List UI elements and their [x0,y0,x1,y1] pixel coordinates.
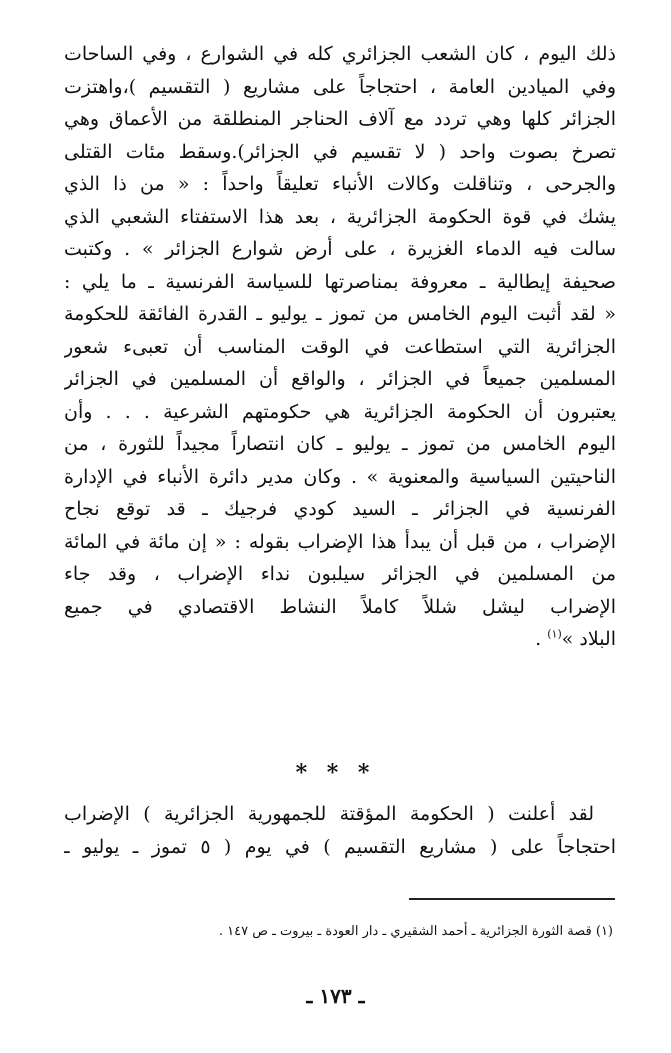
body-text [64,38,616,656]
text-line: الجزائر كلها وهي تردد مع آلاف الحناجر المنطلقة من الأعماق وهي [64,108,616,130]
text-line: الفرنسية في الجزائر ـ السيد كودي فرجيك ـ قد توقع نجاح [64,498,616,520]
text-line: لقد أعلنت ( الحكومة المؤقتة للجمهورية الجزائرية ) الإضراب [64,803,594,825]
text-line: الناحيتين السياسية والمعنوية » . وكان مدير دائرة الأنباء في الإدارة [64,465,616,488]
text-line: ذلك اليوم ، كان الشعب الجزائري كله في الشوارع ، وفي الساحات [64,43,616,65]
footnote: (١) قصة الثورة الجزائرية ـ أحمد الشقيري ـ دار العودة ـ بيروت ـ ص ١٤٧ . [218,924,613,939]
text-line: الإضراب ، من قبل أن يبدأ هذا الإضراب بقوله : « إن مائة في المائة [64,530,616,553]
text-line: يشك في قوة الحكومة الجزائرية ، بعد هذا الاستفتاء الشعبي الذي [64,205,616,228]
text-line: صحيفة إيطالية ـ معروفة بمناصرتها للسياسة الفرنسية ـ ما يلي : [64,270,616,293]
last-line-text: البلاد » [561,628,616,650]
text-line: « لقد أثبت اليوم الخامس من تموز ـ يوليو ـ القدرة الفائقة للحكومة [64,303,616,325]
footnote-marker: (١) [547,627,562,641]
text-line: احتجاجاً على ( مشاريع التقسيم ) في يوم ( ٥ تموز ـ يوليو ـ [64,836,616,858]
text-line: والجرحى ، وتناقلت وكالات الأنباء تعليقاً واحداً : « من ذا الذي [64,173,616,195]
footnote-divider [409,898,615,900]
text-line-last [64,623,616,656]
last-line-end: . [535,628,548,650]
text-line: تصرخ بصوت واحد ( لا تقسيم في الجزائر).وسقط مئات القتلى [64,140,616,163]
text-line: يعتبرون أن الحكومة الجزائرية هي حكومتهم الشرعية . . . وأن [64,400,616,423]
body-text-section-2 [64,798,616,864]
page-number: ـ ١٧٣ ـ [306,984,365,1008]
text-line: الجزائرية التي استطاعت في الوقت المناسب أن تعبىء شعور [64,335,616,358]
text-line: وفي الميادين العامة ، احتجاجاً على مشاريع ( التقسيم )،واهتزت [64,75,616,98]
text-line: من المسلمين في الجزائر سيلبون نداء الإضراب ، وقد جاء [64,563,616,585]
text-line: المسلمين جميعاً في الجزائر ، والواقع أن المسلمين في الجزائر [64,368,616,390]
text-line: اليوم الخامس من تموز ـ يوليو ـ كان انتصاراً مجيداً للثورة ، من [64,433,616,455]
section-separator: * * * [295,760,376,786]
text-line: سالت فيه الدماء الغزيرة ، على أرض شوارع الجزائر » . وكتبت [64,238,616,260]
text-line: الإضراب ليشل شللاً كاملاً النشاط الاقتصادي في جميع [64,595,616,618]
